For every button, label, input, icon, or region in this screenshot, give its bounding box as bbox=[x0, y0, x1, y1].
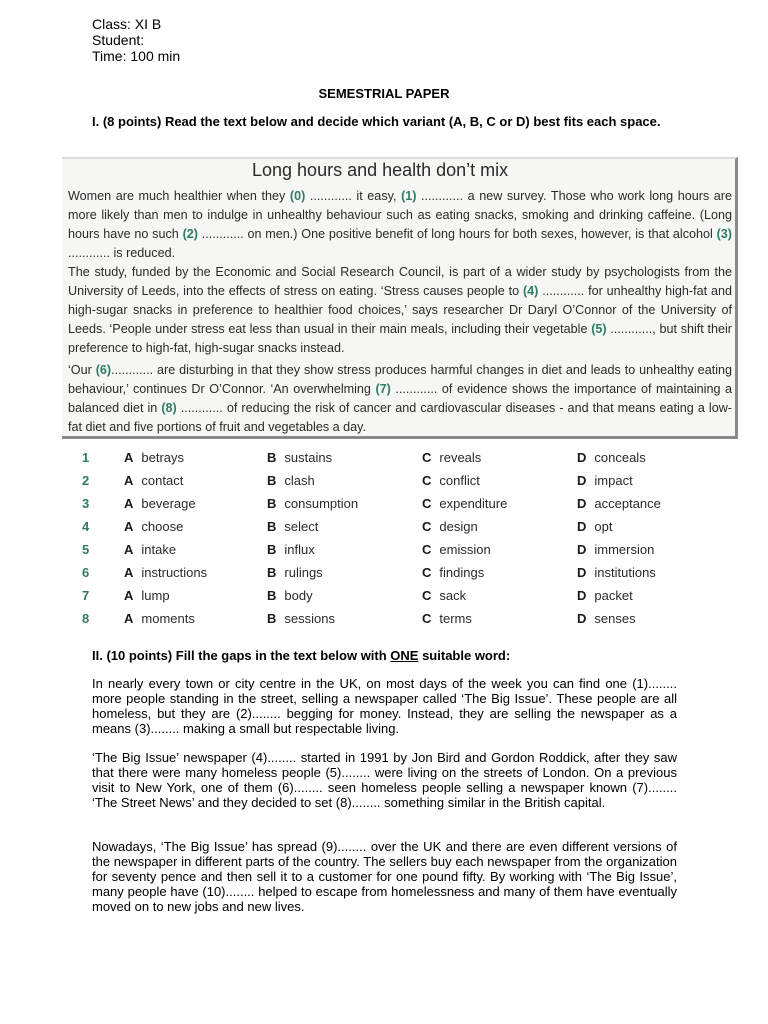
option-word: senses bbox=[594, 611, 636, 626]
option-word: immersion bbox=[594, 542, 655, 557]
student-line: Student: bbox=[92, 32, 145, 48]
gap-number: (1) bbox=[401, 189, 417, 203]
option-d bbox=[577, 542, 654, 557]
option-word: instructions bbox=[141, 565, 208, 580]
paper-title: SEMESTRIAL PAPER bbox=[318, 86, 450, 101]
option-word: design bbox=[439, 519, 478, 534]
option-letter: C bbox=[422, 496, 432, 511]
question-number: 5 bbox=[82, 542, 90, 557]
option-row bbox=[82, 611, 722, 633]
text-run: ............ a new survey. Those who work long hours are more likely than men to indulge in unhealthy behaviour such as eating snacks, smoking and drinking caffeine. (Long hours have no such bbox=[68, 189, 733, 241]
option-c bbox=[422, 496, 507, 511]
option-word: conflict bbox=[439, 473, 480, 488]
option-letter: B bbox=[267, 588, 277, 603]
option-letter: B bbox=[267, 542, 277, 557]
option-word: betrays bbox=[141, 450, 185, 465]
text-run: ‘Our bbox=[68, 363, 96, 377]
option-letter: A bbox=[124, 496, 134, 511]
header-info bbox=[92, 16, 180, 64]
option-row bbox=[82, 588, 722, 610]
option-d bbox=[577, 473, 633, 488]
option-letter: B bbox=[267, 611, 277, 626]
option-word: opt bbox=[594, 519, 613, 534]
option-letter: D bbox=[577, 588, 587, 603]
option-letter: C bbox=[422, 588, 432, 603]
option-a bbox=[124, 588, 170, 603]
article-paragraph-3 bbox=[68, 361, 732, 437]
task2-heading-emphasis: ONE bbox=[390, 648, 419, 663]
option-word: institutions bbox=[594, 565, 656, 580]
option-letter: D bbox=[577, 473, 587, 488]
article-box bbox=[62, 157, 738, 439]
option-letter: D bbox=[577, 519, 587, 534]
option-row bbox=[82, 450, 722, 472]
option-b bbox=[267, 611, 335, 626]
article-title: Long hours and health don’t mix bbox=[252, 160, 509, 180]
class-line: Class: XI B bbox=[92, 16, 162, 32]
text-run: ............ of evidence shows the importance of maintaining a balanced diet in bbox=[68, 382, 732, 415]
text-run: Women are much healthier when they bbox=[68, 189, 290, 203]
option-letter: D bbox=[577, 611, 587, 626]
gap-number: (8) bbox=[161, 401, 177, 415]
option-b bbox=[267, 542, 315, 557]
option-word: contact bbox=[141, 473, 184, 488]
option-letter: A bbox=[124, 542, 134, 557]
time-line: Time: 100 min bbox=[92, 48, 181, 64]
option-a bbox=[124, 496, 196, 511]
option-word: packet bbox=[594, 588, 633, 603]
option-letter: D bbox=[577, 450, 587, 465]
text-run: The study, funded by the Economic and Social Research Council, is part of a wider study by psychologists from the University of Leeds, into the effects of stress on eating. ‘Stress causes people to bbox=[68, 265, 732, 298]
option-row bbox=[82, 519, 722, 541]
option-a bbox=[124, 611, 195, 626]
option-a bbox=[124, 565, 207, 580]
option-letter: C bbox=[422, 473, 432, 488]
option-d bbox=[577, 519, 612, 534]
option-letter: D bbox=[577, 565, 587, 580]
task2-heading-end: suitable word: bbox=[418, 648, 511, 663]
option-letter: C bbox=[422, 542, 432, 557]
task2-heading-text: II. (10 points) Fill the gaps in the text below with bbox=[92, 648, 391, 663]
option-letter: A bbox=[124, 611, 134, 626]
option-word: select bbox=[284, 519, 319, 534]
gap-number: (7) bbox=[375, 382, 391, 396]
option-letter: B bbox=[267, 565, 277, 580]
option-word: reveals bbox=[439, 450, 482, 465]
question-number: 6 bbox=[82, 565, 90, 580]
option-b bbox=[267, 450, 332, 465]
option-word: consumption bbox=[284, 496, 359, 511]
task1-heading: I. (8 points) Read the text below and decide which variant (A, B, C or D) best fits each space. bbox=[92, 114, 661, 129]
option-word: intake bbox=[141, 542, 177, 557]
option-word: impact bbox=[594, 473, 633, 488]
question-number: 1 bbox=[82, 450, 90, 465]
option-c bbox=[422, 473, 480, 488]
option-word: moments bbox=[141, 611, 195, 626]
option-word: sack bbox=[439, 588, 467, 603]
option-b bbox=[267, 496, 358, 511]
option-c bbox=[422, 519, 478, 534]
question-number: 4 bbox=[82, 519, 90, 534]
text-run: ............ it easy, bbox=[305, 189, 402, 203]
question-number: 8 bbox=[82, 611, 90, 626]
option-word: expenditure bbox=[439, 496, 508, 511]
option-word: emission bbox=[439, 542, 491, 557]
option-letter: B bbox=[267, 496, 277, 511]
option-row bbox=[82, 542, 722, 564]
option-d bbox=[577, 565, 656, 580]
option-word: conceals bbox=[594, 450, 646, 465]
gap-number: (3) bbox=[716, 227, 733, 241]
option-c bbox=[422, 588, 466, 603]
gap-number: (4) bbox=[522, 284, 539, 298]
option-c bbox=[422, 542, 491, 557]
option-c bbox=[422, 611, 472, 626]
option-word: findings bbox=[439, 565, 485, 580]
option-letter: C bbox=[422, 565, 432, 580]
gap-number: (5) bbox=[591, 322, 607, 336]
option-letter: D bbox=[577, 542, 587, 557]
option-word: rulings bbox=[284, 565, 323, 580]
option-letter: C bbox=[422, 450, 432, 465]
option-letter: B bbox=[267, 473, 277, 488]
option-row bbox=[82, 565, 722, 587]
option-d bbox=[577, 450, 646, 465]
option-letter: A bbox=[124, 450, 134, 465]
option-word: clash bbox=[284, 473, 315, 488]
option-letter: A bbox=[124, 565, 134, 580]
option-d bbox=[577, 496, 661, 511]
option-letter: D bbox=[577, 496, 587, 511]
option-word: beverage bbox=[141, 496, 196, 511]
option-row bbox=[82, 473, 722, 495]
option-word: sustains bbox=[284, 450, 333, 465]
option-letter: A bbox=[124, 473, 134, 488]
option-a bbox=[124, 450, 184, 465]
passage-paragraph-3: Nowadays, ‘The Big Issue’ has spread (9)........ over the UK and there are even different versions of the newspaper in different parts of the country. The sellers buy each newspaper from the organization for seventy pence and then sell it to a customer for one pound fifty. By working with ‘The Big Issue’, many people have (10)........ helped to escape from homelessness and many of them have eventually moved on to new jobs and new lives. bbox=[92, 839, 677, 914]
option-a bbox=[124, 542, 176, 557]
option-word: acceptance bbox=[594, 496, 661, 511]
option-word: choose bbox=[141, 519, 184, 534]
option-b bbox=[267, 519, 318, 534]
option-word: body bbox=[284, 588, 313, 603]
gap-number: (0) bbox=[289, 189, 306, 203]
option-letter: B bbox=[267, 450, 277, 465]
option-d bbox=[577, 611, 636, 626]
option-a bbox=[124, 519, 183, 534]
option-row bbox=[82, 496, 722, 518]
option-word: lump bbox=[141, 588, 170, 603]
option-b bbox=[267, 473, 315, 488]
option-word: sessions bbox=[284, 611, 335, 626]
option-letter: A bbox=[124, 588, 134, 603]
passage-paragraph-1: In nearly every town or city centre in the UK, on most days of the week you can find one (1)........ more people standing in the street, selling a newspaper called ‘The Big Issue’. These people are all homeless, but they are (2)........ begging for money. Instead, they are selling the newspaper as a means (3)........ making a small but respectable living. bbox=[92, 676, 677, 736]
option-c bbox=[422, 450, 481, 465]
article-paragraph-1 bbox=[68, 187, 732, 263]
gap-number: (6) bbox=[95, 363, 112, 377]
text-run: ............ is reduced. bbox=[68, 246, 176, 260]
text-run: ............ are disturbing in that they show stress produces harmful changes in diet and leads to unhealthy eating behaviour,’ continues Dr O’Connor. ‘An overwhelming bbox=[68, 363, 732, 396]
option-letter: C bbox=[422, 611, 432, 626]
option-word: terms bbox=[439, 611, 472, 626]
text-run: ............, but shift their preference to high-fat, high-sugar snacks instead. bbox=[68, 322, 732, 355]
passage-paragraph-2: ‘The Big Issue’ newspaper (4)........ started in 1991 by Jon Bird and Gordon Roddick, after they saw that there were many homeless people (5)........ were living on the streets of London. On a previous visit to New York, one of them (6)........ seen homeless people selling a newspaper known (7)........ ‘The Street News’ and they decided to set (8)........ something similar in the British capital. bbox=[92, 750, 677, 810]
question-number: 3 bbox=[82, 496, 90, 511]
question-number: 2 bbox=[82, 473, 90, 488]
option-letter: C bbox=[422, 519, 432, 534]
option-word: influx bbox=[284, 542, 315, 557]
option-d bbox=[577, 588, 633, 603]
text-run: ............ on men.) One positive benefit of long hours for both sexes, however, is that alcohol bbox=[197, 227, 717, 241]
task2-heading bbox=[92, 648, 692, 663]
text-run: ............ for unhealthy high-fat and high-sugar snacks in preference to healthier food choices,’ says researcher Dr Daryl O’Connor of the University of Leeds. ‘People under stress eat less than usual in their main meals, including their vegetable bbox=[68, 284, 732, 336]
option-letter: B bbox=[267, 519, 277, 534]
option-a bbox=[124, 473, 183, 488]
gap-number: (2) bbox=[182, 227, 198, 241]
text-run: ............ of reducing the risk of cancer and cardiovascular diseases - and that means eating a low-fat diet and five portions of fruit and vegetables a day. bbox=[68, 401, 732, 434]
question-number: 7 bbox=[82, 588, 90, 603]
option-c bbox=[422, 565, 484, 580]
option-letter: A bbox=[124, 519, 134, 534]
article-paragraph-2 bbox=[68, 263, 732, 358]
option-b bbox=[267, 565, 323, 580]
option-b bbox=[267, 588, 313, 603]
